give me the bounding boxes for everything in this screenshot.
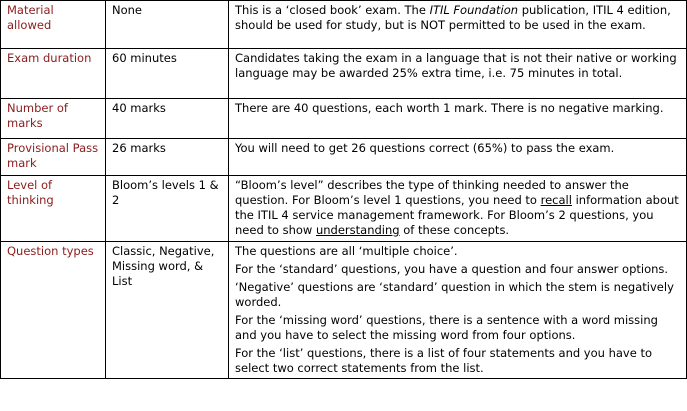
value-provisional-pass-mark: 26 marks	[106, 139, 229, 176]
value-exam-duration: 60 minutes	[106, 49, 229, 99]
row-number-of-marks	[1, 99, 687, 139]
desc-provisional-pass-mark: You will need to get 26 questions correct (65%) to pass the exam.	[229, 139, 687, 176]
row-exam-duration	[1, 49, 687, 99]
value-level-of-thinking: Bloom’s levels 1 & 2	[106, 176, 229, 242]
label-number-of-marks: Number of marks	[1, 99, 106, 139]
desc-number-of-marks: There are 40 questions, each worth 1 mark. There is no negative marking.	[229, 99, 687, 139]
row-material-allowed	[1, 1, 687, 49]
desc-question-types	[229, 242, 687, 379]
question-types-paragraph: For the ‘list’ questions, there is a list of four statements and you have to select two correct statements from the list.	[235, 346, 653, 375]
row-provisional-pass-mark	[1, 139, 687, 176]
label-provisional-pass-mark: Provisional Pass mark	[1, 139, 106, 176]
question-types-paragraph: For the ‘standard’ questions, you have a question and four answer options.	[235, 262, 669, 276]
desc-level-of-thinking: “Bloom’s level” describes the type of thinking needed to answer the question. For Bloom’s level 1 questions, you need to recall information about the ITIL 4 service management framework. For Bloom’s 2 questions, you need to show understanding of these concepts.	[229, 176, 687, 242]
question-types-paragraph: ‘Negative’ questions are ‘standard’ question in which the stem is negatively worded.	[235, 280, 674, 309]
desc-material-allowed: This is a ‘closed book’ exam. The ITIL Foundation publication, ITIL 4 edition, should be used for study, but is NOT permitted to be used in the exam.	[229, 1, 687, 49]
desc-exam-duration: Candidates taking the exam in a language that is not their native or working language may be awarded 25% extra time, i.e. 75 minutes in total.	[229, 49, 687, 99]
label-question-types: Question types	[1, 242, 106, 379]
row-question-types	[1, 242, 687, 379]
label-exam-duration: Exam duration	[1, 49, 106, 99]
value-material-allowed: None	[106, 1, 229, 49]
label-material-allowed: Material allowed	[1, 1, 106, 49]
value-number-of-marks: 40 marks	[106, 99, 229, 139]
question-types-paragraph: The questions are all ‘multiple choice’.	[235, 244, 458, 258]
value-question-types: Classic, Negative, Missing word, & List	[106, 242, 229, 379]
row-level-of-thinking	[1, 176, 687, 242]
question-types-paragraph: For the ‘missing word’ questions, there is a sentence with a word missing and you have to select the missing word from four options.	[235, 313, 658, 342]
label-level-of-thinking: Level of thinking	[1, 176, 106, 242]
